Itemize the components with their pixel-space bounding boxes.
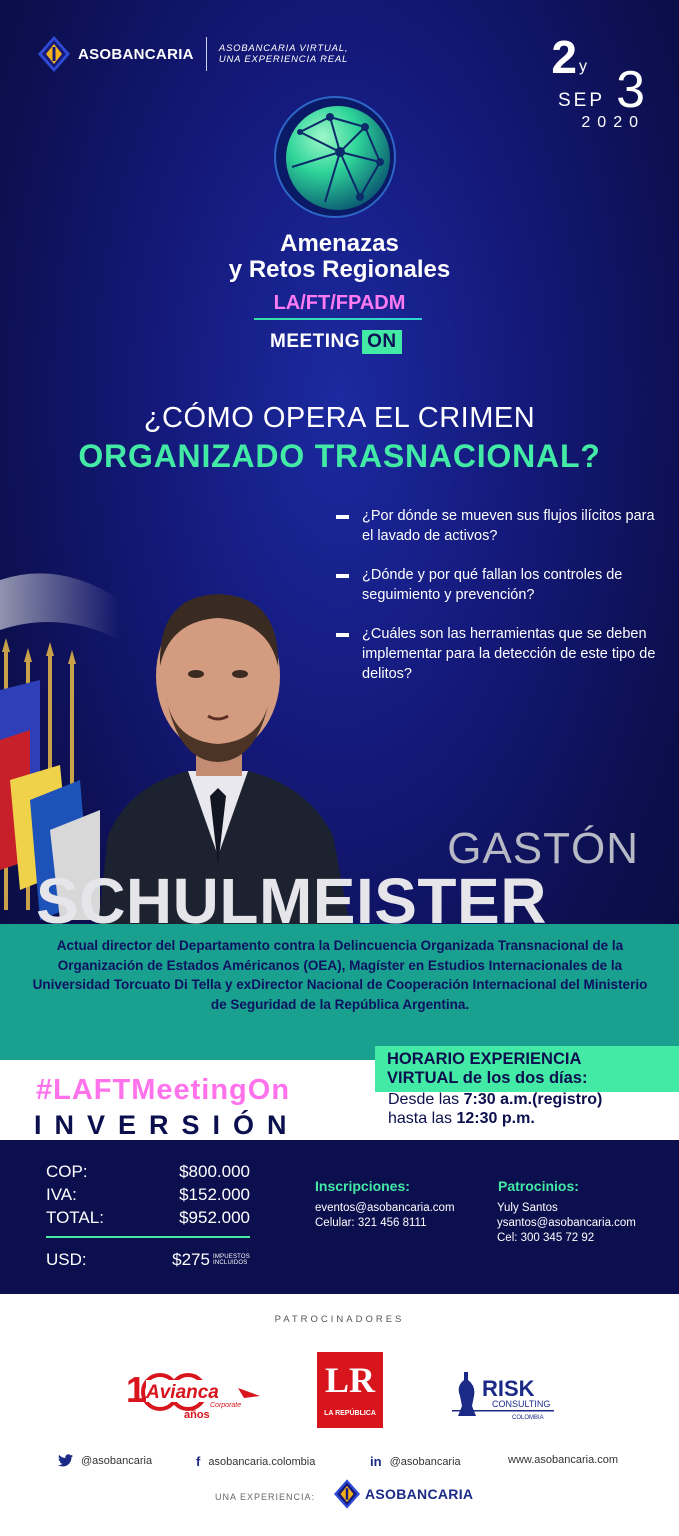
date-day-2: 3: [616, 61, 645, 119]
schedule-title-line-2: VIRTUAL de los dos días:: [387, 1069, 588, 1087]
price-row-total: [46, 1208, 250, 1228]
header-divider: [206, 37, 207, 71]
linkedin-handle: @asobancaria: [389, 1455, 461, 1468]
patrocinios-phone: Cel: 300 345 72 92: [497, 1232, 595, 1244]
avianca-sub: Corporate: [210, 1402, 242, 1409]
taxes-note-line-2: INCLUIDOS: [212, 1260, 248, 1266]
tagline: [219, 43, 349, 65]
event-date: [545, 31, 645, 144]
facebook-handle: asobancaria.colombia: [208, 1455, 316, 1468]
taxes-note: [213, 1254, 250, 1267]
tagline-line-2: UNA EXPERIENCIA REAL: [218, 54, 349, 65]
avianca-logo: [126, 1362, 266, 1422]
twitter-handle: @asobancaria: [81, 1454, 153, 1467]
list-item: [336, 506, 656, 546]
lr-name: LA REPÚBLICA: [324, 1410, 376, 1417]
price-label: TOTAL:: [46, 1208, 104, 1227]
meeting-word: MEETING: [270, 331, 361, 352]
header-logo: [38, 36, 348, 72]
asobancaria-logo-icon: [38, 36, 70, 72]
headline-line-2: ORGANIZADO TRASNACIONAL?: [78, 438, 601, 474]
inscripciones-title: Inscripciones:: [315, 1178, 410, 1194]
price-value: $800.000: [179, 1162, 250, 1181]
price-row-usd: [46, 1250, 250, 1270]
event-title-line-1: Amenazas: [280, 230, 399, 257]
acronym-underline: [254, 318, 422, 320]
brand-name: ASOBANCARIA: [78, 45, 194, 63]
date-connector: y: [579, 58, 587, 75]
price-row-cop: [46, 1162, 250, 1182]
inscripciones-email[interactable]: eventos@asobancaria.com: [315, 1202, 455, 1214]
price-label: IVA:: [46, 1185, 77, 1204]
tagline-line-1: ASOBANCARIA VIRTUAL,: [218, 43, 349, 54]
patrocinios-email[interactable]: ysantos@asobancaria.com: [497, 1217, 636, 1229]
schedule-title: [387, 1050, 587, 1088]
social-linkedin[interactable]: [370, 1454, 461, 1469]
list-item: [336, 624, 656, 684]
usd-value: [172, 1250, 250, 1270]
bullet-text: ¿Cuáles son las herramientas que se deben implementar para la detección de este tipo de delitos?: [362, 626, 656, 682]
schedule-title-line-1: HORARIO EXPERIENCIA: [387, 1050, 582, 1068]
facebook-icon: f: [196, 1454, 201, 1469]
twitter-icon: [58, 1454, 73, 1467]
schedule-to-time: 12:30 p.m.: [456, 1110, 535, 1127]
headline-line-1: ¿CÓMO OPERA EL CRIMEN: [143, 402, 536, 434]
svg-text:1: 1: [126, 1369, 147, 1410]
schedule-from-time: 7:30 a.m.(registro): [463, 1091, 603, 1108]
footer-label: UNA EXPERIENCIA:: [215, 1492, 316, 1502]
social-website[interactable]: [508, 1454, 618, 1466]
speaker-last-name: SCHULMEISTER: [36, 865, 547, 937]
schedule-times: [388, 1090, 602, 1128]
list-item: [336, 565, 656, 605]
schedule-to-prefix: hasta las: [388, 1110, 453, 1127]
patrocinios-info: [497, 1201, 636, 1246]
risk-consulting-logo: [450, 1366, 560, 1422]
bullet-text: ¿Por dónde se mueven sus flujos ilícitos para el lavado de activos?: [362, 508, 655, 544]
risk-country: COLOMBIA: [512, 1415, 544, 1421]
lr-letters: LR: [324, 1360, 375, 1400]
price-divider: [46, 1236, 250, 1238]
patrocinios-name: Yuly Santos: [497, 1202, 558, 1214]
bullet-text: ¿Dónde y por qué fallan los controles de seguimiento y prevención?: [362, 567, 623, 603]
dash-icon: [336, 515, 349, 519]
patrocinios-title: Patrocinios:: [498, 1178, 579, 1194]
linkedin-icon: in: [370, 1454, 382, 1469]
footer-logo: [334, 1479, 473, 1509]
schedule-from-prefix: Desde las: [388, 1091, 460, 1108]
speaker-bio: Actual director del Departamento contra la Delincuencia Organizada Transnacional de la Organización de Estados Américanos (OEA), Magíster en Estudios Internacionales de la Universidad Torcuato Di Tella y exDirector Nacional de Cooperación Internacional del Ministerio de Seguridad de la República Argentina.: [32, 938, 648, 1012]
date-year: 2020: [581, 114, 645, 131]
question-list: [336, 506, 656, 703]
schedule-to: [388, 1109, 602, 1128]
taxes-note-line-1: IMPUESTOS: [212, 1253, 250, 1260]
price-row-iva: [46, 1185, 250, 1205]
risk-brand: RISK: [482, 1376, 535, 1401]
footer-brand: ASOBANCARIA: [365, 1486, 474, 1502]
price-value: $275: [172, 1250, 210, 1269]
event-hashtag: #LAFTMeetingOn: [36, 1074, 291, 1106]
avianca-brand: Avianca: [146, 1382, 219, 1403]
price-label: USD:: [46, 1250, 87, 1269]
avianca-years: años: [184, 1409, 210, 1421]
speaker-first-name: GASTÓN: [447, 824, 639, 873]
la-republica-logo: [317, 1352, 383, 1428]
price-value: $952.000: [179, 1208, 250, 1227]
event-acronym: LA/FT/FPADM: [273, 292, 406, 314]
sponsors-label: PATROCINADORES: [274, 1314, 405, 1325]
event-title-line-2: y Retos Regionales: [228, 256, 451, 283]
website-link: www.asobancaria.com: [508, 1454, 619, 1466]
date-month: SEP: [557, 90, 605, 111]
inscripciones-info: [315, 1201, 455, 1231]
schedule-from: [388, 1090, 602, 1109]
social-twitter[interactable]: [58, 1454, 152, 1467]
meeting-on-logo: [270, 330, 402, 354]
social-facebook[interactable]: [196, 1454, 315, 1469]
price-value: $152.000: [179, 1185, 250, 1204]
inscripciones-phone: Celular: 321 456 8111: [315, 1217, 427, 1229]
risk-sub: CONSULTING: [492, 1399, 551, 1409]
meeting-on-badge: ON: [362, 330, 402, 354]
investment-title: INVERSIÓN: [34, 1110, 300, 1140]
price-label: COP:: [46, 1162, 88, 1181]
asobancaria-logo-icon: [334, 1479, 360, 1509]
date-day-1: 2: [551, 31, 577, 83]
network-globe-icon: [270, 92, 400, 222]
